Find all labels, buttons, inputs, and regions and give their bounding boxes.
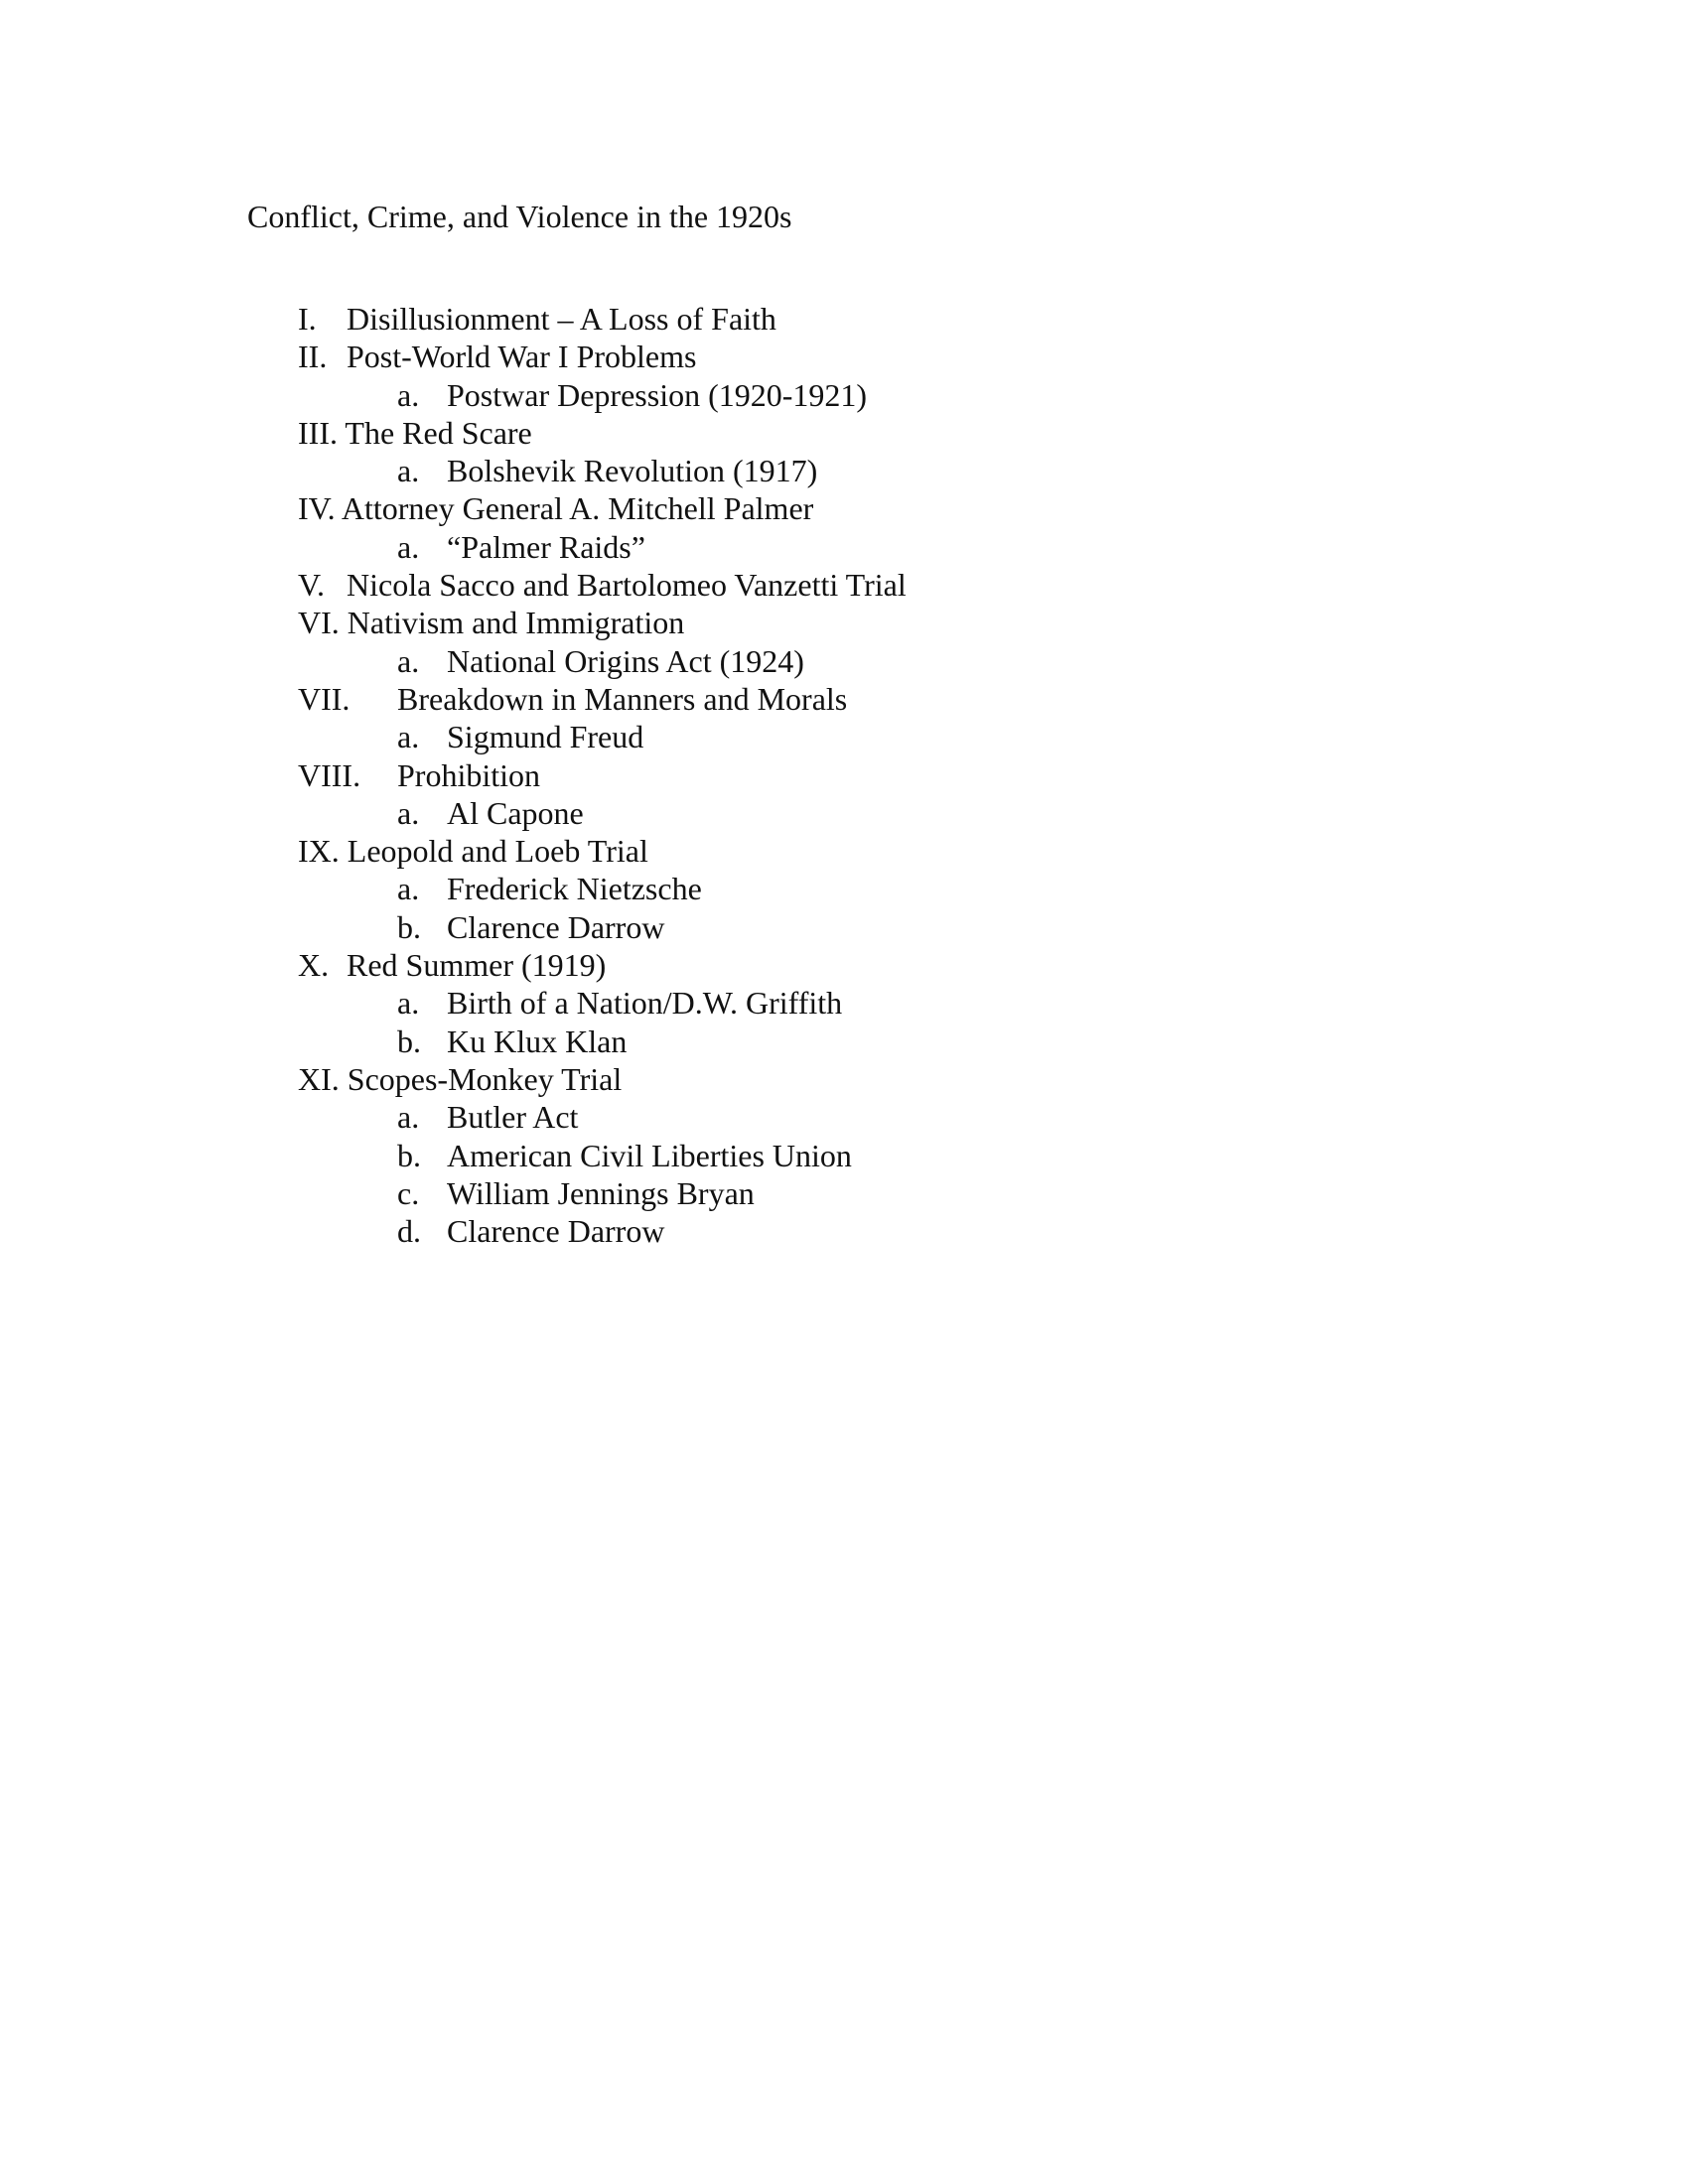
outline-numeral: VII. <box>298 680 351 717</box>
outline-subitem <box>0 642 1688 680</box>
outline-heading: Scopes-Monkey Trial <box>347 1060 623 1097</box>
outline-subitem <box>0 718 1688 755</box>
outline-numeral: VI. <box>298 605 340 641</box>
outline-numeral: X. <box>298 947 330 984</box>
outline-subitem-text: Clarence Darrow <box>447 908 665 945</box>
outline-item <box>0 832 1688 870</box>
outline-subitem-letter: a. <box>397 453 420 489</box>
outline-numeral: II. <box>298 339 328 375</box>
outline-item-line <box>298 1060 622 1098</box>
outline-subitem-letter: b. <box>397 1137 421 1173</box>
outline-heading: Attorney General A. Mitchell Palmer <box>341 490 814 527</box>
outline-item <box>0 338 1688 375</box>
outline-subitem-letter: a. <box>397 719 420 755</box>
outline-numeral: XI. <box>298 1060 340 1097</box>
outline-item <box>0 680 1688 718</box>
outline-item <box>0 566 1688 604</box>
outline-heading: Breakdown in Manners and Morals <box>397 680 848 717</box>
outline-item <box>0 1060 1688 1098</box>
outline-subitem-text: Ku Klux Klan <box>447 1023 628 1059</box>
outline-item <box>0 489 1688 527</box>
outline-item <box>0 946 1688 984</box>
outline-heading: Nicola Sacco and Bartolomeo Vanzetti Trial <box>347 567 907 604</box>
outline-subitem-letter: a. <box>397 871 420 907</box>
outline-numeral: IV. <box>298 490 336 527</box>
outline-subitem-letter: a. <box>397 1099 420 1136</box>
outline-subitem-text: Birth of a Nation/D.W. Griffith <box>447 985 843 1022</box>
outline-item <box>0 756 1688 794</box>
outline-subitem <box>0 1023 1688 1060</box>
outline-list <box>0 300 1688 1250</box>
outline-item-line <box>298 414 532 452</box>
outline-numeral: IX. <box>298 833 340 870</box>
outline-heading: Leopold and Loeb Trial <box>347 833 648 870</box>
outline-heading: The Red Scare <box>345 414 532 451</box>
outline-numeral: III. <box>298 414 338 451</box>
outline-subitem-letter: a. <box>397 985 420 1022</box>
outline-subitem-text: Sigmund Freud <box>447 719 644 755</box>
outline-subitem <box>0 1212 1688 1250</box>
outline-numeral: V. <box>298 567 325 604</box>
outline-numeral: VIII. <box>298 756 361 793</box>
outline-subitem <box>0 528 1688 566</box>
outline-heading: Prohibition <box>397 756 541 793</box>
outline-item-line <box>298 604 684 641</box>
outline-subitem <box>0 984 1688 1022</box>
outline-subitem-letter: a. <box>397 642 420 679</box>
outline-subitem-text: Butler Act <box>447 1099 579 1136</box>
outline-subitem-letter: b. <box>397 1023 421 1059</box>
outline-subitem <box>0 1098 1688 1136</box>
outline-subitem <box>0 1174 1688 1212</box>
outline-subitem-text: American Civil Liberties Union <box>447 1137 852 1173</box>
outline-subitem <box>0 908 1688 946</box>
outline-subitem-letter: a. <box>397 794 420 831</box>
outline-item <box>0 604 1688 641</box>
outline-numeral: I. <box>298 301 317 337</box>
outline-subitem <box>0 376 1688 414</box>
outline-subitem-text: William Jennings Bryan <box>447 1174 755 1211</box>
outline-subitem <box>0 794 1688 832</box>
outline-item-line <box>298 489 813 527</box>
outline-item <box>0 414 1688 452</box>
outline-subitem-letter: d. <box>397 1213 421 1250</box>
outline-subitem-text: Postwar Depression (1920-1921) <box>447 376 868 413</box>
outline-subitem <box>0 1137 1688 1174</box>
outline-subitem <box>0 870 1688 907</box>
outline-subitem-letter: a. <box>397 376 420 413</box>
document-title: Conflict, Crime, and Violence in the 1920s <box>247 199 792 234</box>
outline-heading: Nativism and Immigration <box>347 605 685 641</box>
outline-heading: Red Summer (1919) <box>347 947 607 984</box>
outline-subitem-text: “Palmer Raids” <box>447 528 645 565</box>
outline-heading: Disillusionment – A Loss of Faith <box>347 301 776 337</box>
outline-subitem-letter: b. <box>397 908 421 945</box>
outline-subitem-text: Bolshevik Revolution (1917) <box>447 453 818 489</box>
outline-subitem-text: Clarence Darrow <box>447 1213 665 1250</box>
outline-subitem-letter: c. <box>397 1174 420 1211</box>
outline-subitem-text: Al Capone <box>447 794 584 831</box>
outline-item-line <box>298 832 648 870</box>
outline-subitem <box>0 452 1688 489</box>
outline-subitem-text: National Origins Act (1924) <box>447 642 804 679</box>
outline-subitem-text: Frederick Nietzsche <box>447 871 702 907</box>
outline-subitem-letter: a. <box>397 528 420 565</box>
outline-item <box>0 300 1688 338</box>
outline-heading: Post-World War I Problems <box>347 339 697 375</box>
